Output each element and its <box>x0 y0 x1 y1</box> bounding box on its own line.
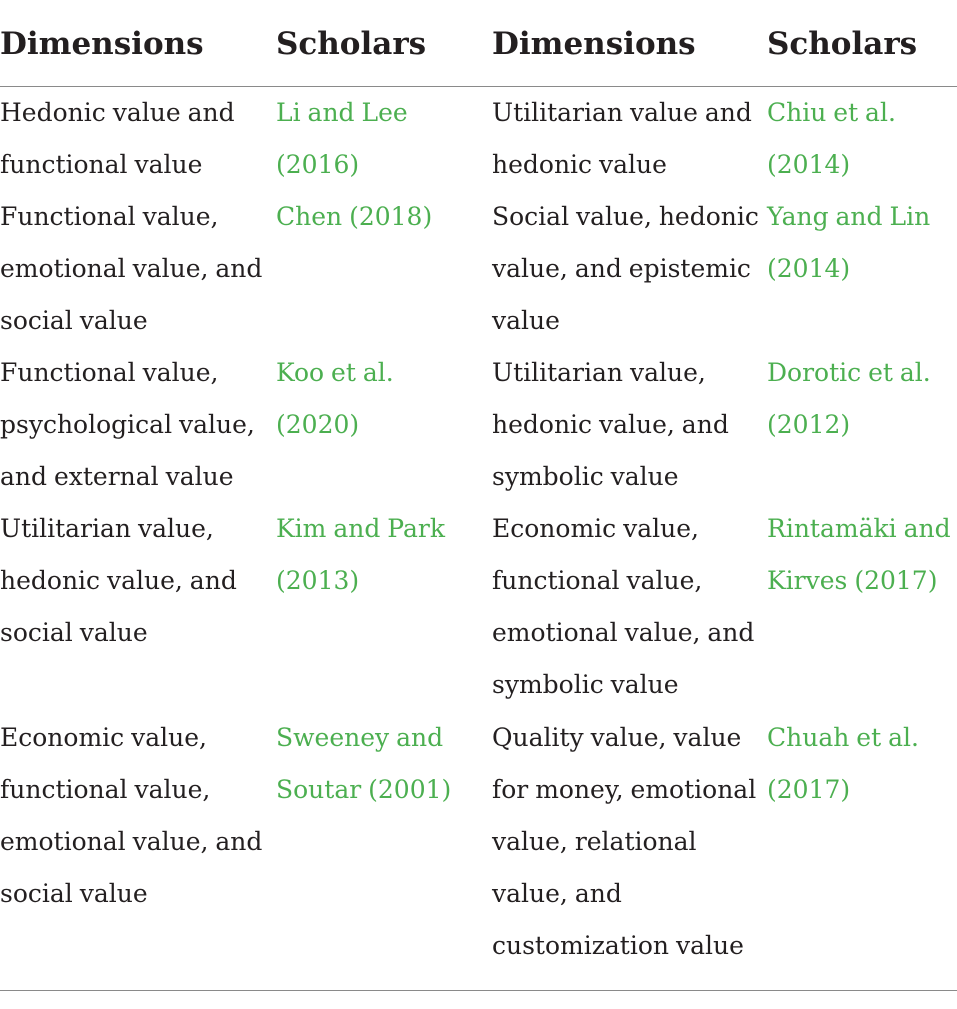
table-row <box>0 503 957 712</box>
dimensions-cell: Utilitarian value and hedonic value <box>492 98 752 179</box>
scholars-link[interactable]: Sweeney and Soutar (2001) <box>276 723 452 804</box>
scholars-link[interactable]: Kim and Park (2013) <box>276 514 445 595</box>
dimensions-cell: Economic value, functional value, emotional value, and symbolic value <box>492 514 755 699</box>
scholars-link[interactable]: Chiu et al. (2014) <box>767 98 896 179</box>
scholars-link[interactable]: Chuah et al. (2017) <box>767 723 919 804</box>
dimensions-cell: Functional value, psychological value, and external value <box>0 358 255 491</box>
dimensions-cell: Utilitarian value, hedonic value, and social value <box>0 514 237 647</box>
header-scholars-2: Scholars <box>767 26 918 62</box>
scholars-link[interactable]: Li and Lee (2016) <box>276 98 408 179</box>
scholars-link[interactable]: Chen (2018) <box>276 202 433 231</box>
table-row <box>0 191 957 347</box>
header-scholars-1: Scholars <box>276 26 427 62</box>
table-row <box>0 87 957 191</box>
table-row <box>0 347 957 503</box>
table-header <box>0 0 957 87</box>
header-dimensions-1: Dimensions <box>0 26 204 62</box>
table-row <box>0 712 957 972</box>
dimensions-cell: Economic value, functional value, emotional value, and social value <box>0 723 263 908</box>
scholars-link[interactable]: Rintamäki and Kirves (2017) <box>767 514 951 595</box>
dimensions-cell: Functional value, emotional value, and social value <box>0 202 263 335</box>
bottom-rule <box>0 990 957 991</box>
dimensions-cell: Utilitarian value, hedonic value, and symbolic value <box>492 358 729 491</box>
dimensions-cell: Quality value, value for money, emotional value, relational value, and customization value <box>492 723 757 960</box>
header-dimensions-2: Dimensions <box>492 26 696 62</box>
scholars-link[interactable]: Koo et al. (2020) <box>276 358 394 439</box>
dimensions-cell: Social value, hedonic value, and epistemic value <box>492 202 759 335</box>
scholars-link[interactable]: Yang and Lin (2014) <box>767 202 931 283</box>
dimensions-cell: Hedonic value and functional value <box>0 98 235 179</box>
scholars-link[interactable]: Dorotic et al. (2012) <box>767 358 931 439</box>
